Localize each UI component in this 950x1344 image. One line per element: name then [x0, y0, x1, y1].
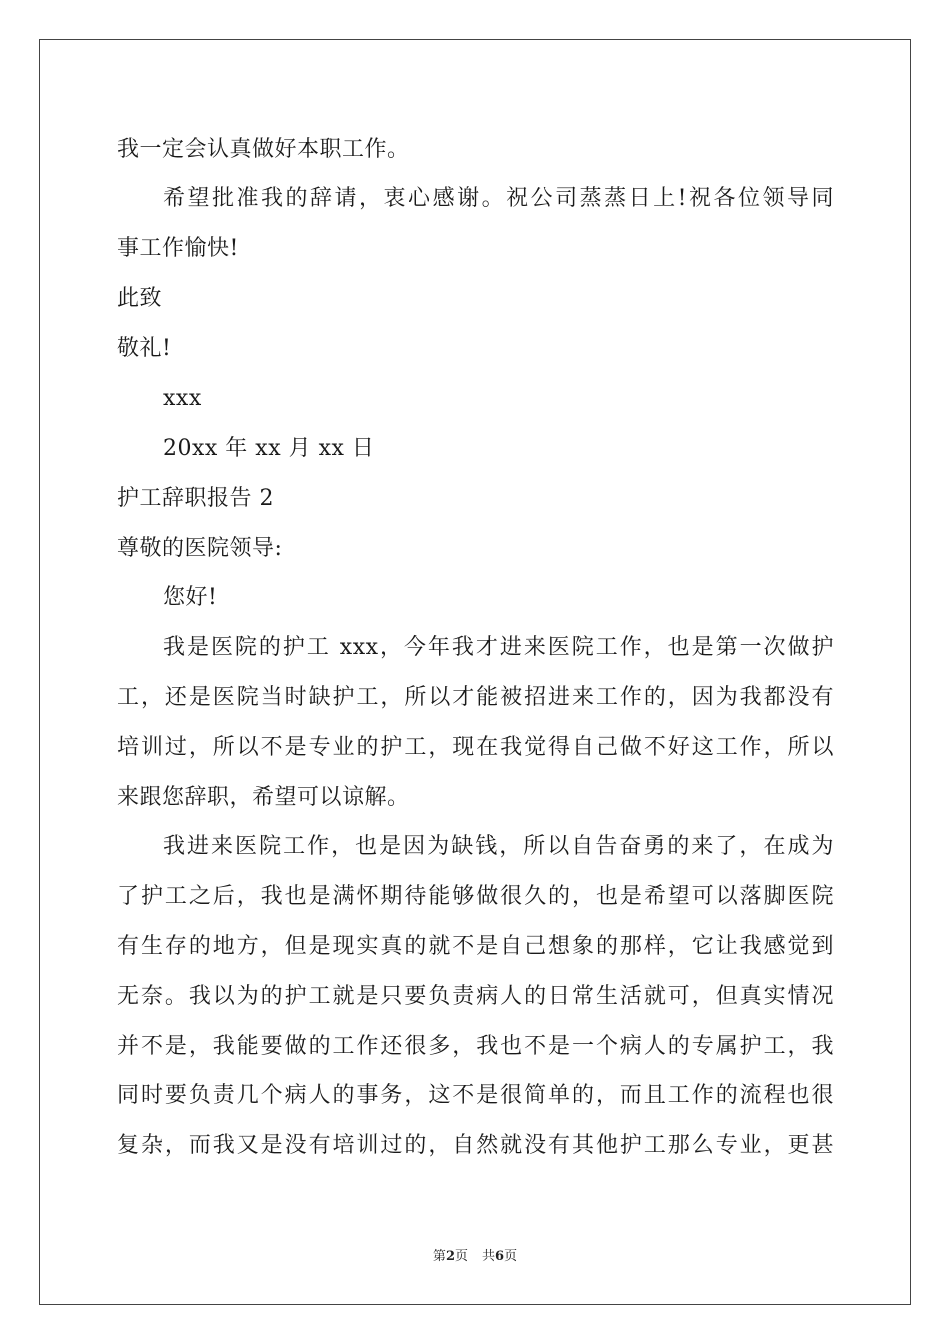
greeting-line: 您好!	[163, 585, 218, 610]
footer-page-prefix: 第	[432, 1249, 446, 1264]
footer-page-total: 6	[495, 1249, 505, 1264]
body-line-21: 复杂，而我又是没有培训过的，自然就没有其他护工那么专业，更甚	[117, 1133, 834, 1158]
body-line-11: 我是医院的护工 xxx，今年我才进来医院工作，也是第一次做护	[163, 635, 834, 660]
body-line-2: 希望批准我的辞请，衷心感谢。祝公司蒸蒸日上!祝各位领导同	[163, 186, 834, 211]
signature-name: xxx	[163, 386, 202, 411]
footer-page-suffix: 页	[454, 1249, 468, 1264]
body-line-19: 并不是，我能要做的工作还很多，我也不是一个病人的专属护工，我	[117, 1034, 834, 1059]
footer-page-current: 2	[445, 1249, 455, 1264]
body-line-20: 同时要负责几个病人的事务，这不是很简单的，而且工作的流程也很	[117, 1083, 834, 1108]
page-footer	[0, 1248, 950, 1266]
recipient-line: 尊敬的医院领导:	[117, 536, 283, 561]
body-line-15: 我进来医院工作，也是因为缺钱，所以自告奋勇的来了，在成为	[163, 834, 834, 859]
page-frame	[39, 39, 911, 1305]
signature-date: 20xx 年 xx 月 xx 日	[163, 436, 375, 461]
closing-line: 敬礼!	[117, 336, 172, 361]
section-title: 护工辞职报告 2	[117, 486, 274, 511]
body-line-12: 工，还是医院当时缺护工，所以才能被招进来工作的，因为我都没有	[117, 685, 834, 710]
footer-total-prefix: 共	[482, 1249, 496, 1264]
body-line-1: 我一定会认真做好本职工作。	[117, 137, 410, 162]
body-line-16: 了护工之后，我也是满怀期待能够做很久的，也是希望可以落脚医院	[117, 884, 834, 909]
body-line-3: 事工作愉快!	[117, 236, 239, 261]
body-line-14: 来跟您辞职，希望可以谅解。	[117, 785, 410, 810]
body-line-18: 无奈。我以为的护工就是只要负责病人的日常生活就可，但真实情况	[117, 984, 834, 1009]
body-line-13: 培训过，所以不是专业的护工，现在我觉得自己做不好这工作，所以	[117, 735, 834, 760]
salutation-line: 此致	[117, 286, 163, 311]
footer-total-suffix: 页	[504, 1249, 518, 1264]
body-line-17: 有生存的地方，但是现实真的就不是自己想象的那样，它让我感觉到	[117, 934, 834, 959]
